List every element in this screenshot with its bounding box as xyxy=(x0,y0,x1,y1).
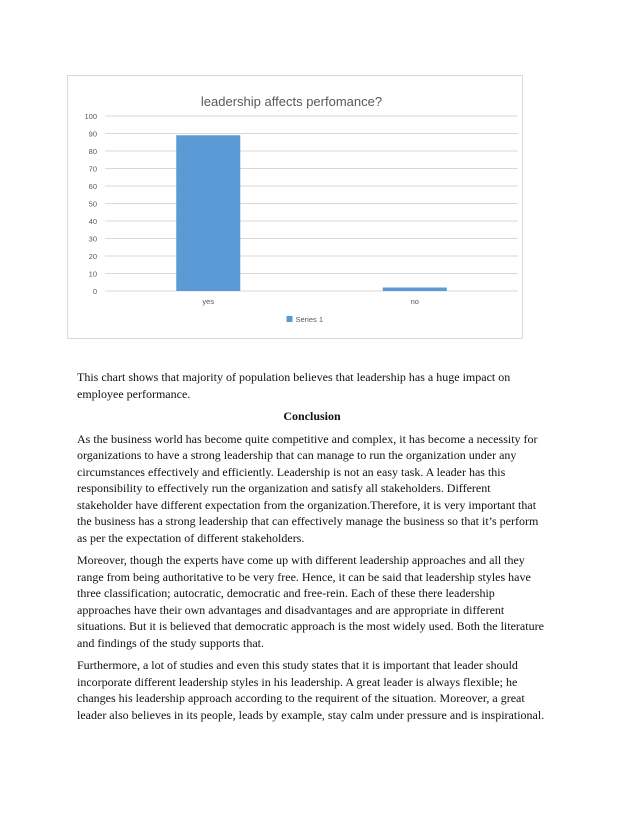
x-tick-label: no xyxy=(410,297,419,306)
y-tick-label: 30 xyxy=(88,234,97,244)
y-tick-label: 0 xyxy=(92,287,97,296)
y-tick-label: 60 xyxy=(88,182,97,191)
chart-title: leadership affects perfomance? xyxy=(200,94,383,109)
conclusion-paragraph-3: Furthermore, a lot of studies and even this study states that it is important that leader should incorporate different leadership styles in his leadership. A great leader is always flexible; he changes his leadership approach according to the requirent of the situation. Moreover, a great leader also believes in its people, leads by example, stay calm under pressure and is inspirational. xyxy=(77,658,545,722)
conclusion-paragraph-1: As the business world has become quite competitive and complex, it has become a necessity for organizations to have a strong leadership that can manage to run the organization under any circumstances effectively and efficiently. Leadership is not an easy task. A leader has this responsibility to effectively run the organization and satisfy all stakeholders. Different stakeholder have different expectation from the organization.Therefore, it is very important that the business has a strong leadership that can effectively manage the business so that it’s perform as per the expectation of different stakeholders. xyxy=(77,431,539,545)
legend-swatch xyxy=(287,316,293,322)
bar-no xyxy=(383,288,447,292)
y-tick-label: 40 xyxy=(88,217,97,226)
y-tick-label: 20 xyxy=(88,252,97,261)
y-tick-label: 10 xyxy=(88,269,97,279)
x-tick-label: yes xyxy=(202,297,215,306)
bar-chart xyxy=(68,76,524,340)
conclusion-heading: Conclusion xyxy=(283,409,341,423)
y-tick-label: 50 xyxy=(88,199,97,209)
document-body xyxy=(77,369,547,729)
conclusion-paragraph-2: Moreover, though the experts have come up with different leadership approaches and all they range from being authoritative to be very free. Hence, it can be said that leadership styles have three classification; autocratic, democratic and free-rein. Each of these there leadership approaches have their own advantages and disadvantages and are appropriate in different situations. But it is believed that democratic approach is the most widely used. Both the literature and findings of the study supports that. xyxy=(77,553,544,650)
legend-label: Series 1 xyxy=(295,315,324,324)
chart-container xyxy=(67,75,523,339)
chart-description: This chart shows that majority of population believes that leadership has a huge impact on employee performance. xyxy=(77,370,511,401)
bar-yes xyxy=(176,135,240,291)
y-tick-label: 80 xyxy=(88,147,97,156)
y-tick-label: 100 xyxy=(84,112,97,121)
y-tick-label: 70 xyxy=(88,164,97,174)
y-tick-label: 90 xyxy=(88,129,97,139)
